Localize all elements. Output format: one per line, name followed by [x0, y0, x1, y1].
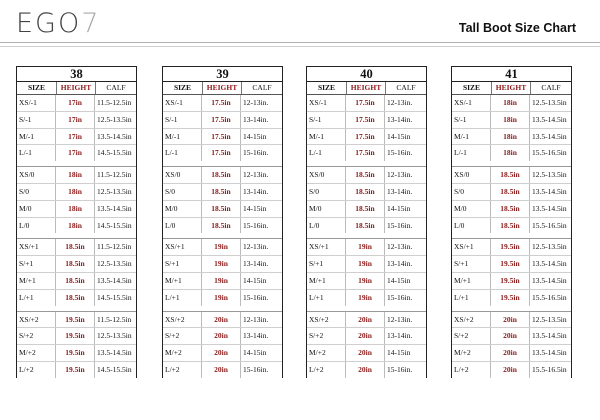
size-cell: M/+1	[307, 273, 346, 289]
calf-cell: 13.5-14.5in	[532, 203, 567, 213]
height-group	[452, 238, 571, 305]
calf-cell: 13.5-14.5in	[532, 275, 567, 285]
calf-cell: 12.5-13.5in	[97, 186, 132, 196]
calf-cell: 15-16in.	[243, 364, 269, 374]
height-cell: 17in	[56, 145, 95, 161]
table-row	[17, 290, 136, 306]
table-row	[307, 290, 426, 306]
size-cell: M/+1	[163, 273, 202, 289]
height-group	[17, 311, 136, 378]
size-cell: XS/+2	[17, 312, 56, 328]
column-header-size: SIZE	[307, 82, 347, 94]
size-cell: M/+2	[163, 345, 202, 361]
size-cell: L/+1	[163, 290, 202, 306]
height-group	[452, 311, 571, 378]
table-row	[307, 345, 426, 362]
calf-cell: 14-15in	[387, 203, 411, 213]
calf-cell: 14-15in	[243, 348, 267, 358]
height-cell: 19in	[202, 239, 241, 255]
table-row	[307, 362, 426, 378]
size-cell: L/0	[452, 218, 491, 234]
shoe-size-header: 40	[307, 67, 426, 82]
calf-cell: 14.5-15.5in	[97, 148, 132, 158]
calf-cell: 12-13in.	[243, 170, 269, 180]
table-row	[452, 273, 571, 290]
height-cell: 17.5in	[202, 145, 241, 161]
column-header-size: SIZE	[17, 82, 57, 94]
size-cell: S/+2	[163, 328, 202, 344]
height-cell: 19in	[346, 290, 385, 306]
size-cell: S/0	[17, 184, 56, 200]
size-cell: M/+1	[452, 273, 491, 289]
size-cell: S/+2	[17, 328, 56, 344]
calf-cell: 15-16in.	[387, 148, 413, 158]
table-row	[452, 218, 571, 234]
height-group	[163, 166, 282, 233]
size-cell: L/+2	[452, 362, 491, 378]
table-row	[307, 201, 426, 218]
calf-cell: 12.5-13.5in	[97, 259, 132, 269]
size-cell: L/+1	[452, 290, 491, 306]
calf-cell: 13-14in.	[387, 114, 413, 124]
calf-cell: 13.5-14.5in	[532, 114, 567, 124]
table-row	[17, 95, 136, 112]
table-row	[307, 184, 426, 201]
table-row	[17, 273, 136, 290]
table-row	[163, 290, 282, 306]
size-cell: S/0	[307, 184, 346, 200]
size-cell: M/0	[452, 201, 491, 217]
calf-cell: 13.5-14.5in	[532, 131, 567, 141]
size-cell: XS/+2	[163, 312, 202, 328]
table-row	[163, 218, 282, 234]
size-cell: S/0	[163, 184, 202, 200]
height-cell: 20in	[346, 362, 385, 378]
size-cell: L/0	[307, 218, 346, 234]
size-cell: L/-1	[17, 145, 56, 161]
calf-cell: 12.5-13.5in	[532, 170, 567, 180]
height-cell: 20in	[491, 328, 530, 344]
size-cell: XS/+2	[452, 312, 491, 328]
size-cell: M/0	[307, 201, 346, 217]
height-cell: 19.5in	[491, 239, 530, 255]
size-cell: M/-1	[163, 129, 202, 145]
table-row	[163, 145, 282, 161]
size-cell: L/0	[163, 218, 202, 234]
calf-cell: 14-15in	[387, 348, 411, 358]
size-cell: L/+1	[17, 290, 56, 306]
table-row	[452, 345, 571, 362]
calf-cell: 15-16in.	[387, 364, 413, 374]
table-row	[163, 129, 282, 146]
height-cell: 18.5in	[491, 167, 530, 183]
height-cell: 18in	[491, 129, 530, 145]
calf-cell: 13.5-14.5in	[97, 348, 132, 358]
size-cell: XS/+1	[452, 239, 491, 255]
table-row	[452, 362, 571, 378]
table-row	[163, 328, 282, 345]
table-row	[17, 312, 136, 329]
table-row	[17, 362, 136, 378]
calf-cell: 13.5-14.5in	[532, 259, 567, 269]
column-header-size: SIZE	[163, 82, 203, 94]
calf-cell: 13.5-14.5in	[97, 275, 132, 285]
brand-logo-text: EGO	[16, 8, 82, 39]
calf-cell: 12-13in.	[387, 98, 413, 107]
table-row	[163, 95, 282, 112]
size-cell: S/-1	[17, 112, 56, 128]
column-header-height: HEIGHT	[492, 82, 531, 94]
table-row	[452, 112, 571, 129]
calf-cell: 14.5-15.5in	[97, 220, 132, 230]
height-cell: 17in	[56, 112, 95, 128]
calf-cell: 13.5-14.5in	[97, 203, 132, 213]
height-cell: 18in	[56, 201, 95, 217]
height-cell: 19.5in	[491, 273, 530, 289]
height-cell: 19in	[202, 256, 241, 272]
table-row	[307, 328, 426, 345]
height-group	[17, 95, 136, 161]
size-cell: M/-1	[307, 129, 346, 145]
calf-cell: 13-14in.	[387, 331, 413, 341]
table-row	[17, 201, 136, 218]
height-group	[307, 238, 426, 305]
shoe-size-header: 39	[163, 67, 282, 82]
size-table-41	[451, 66, 572, 378]
height-cell: 20in	[202, 328, 241, 344]
height-group	[307, 311, 426, 378]
calf-cell: 12.5-13.5in	[532, 242, 567, 252]
calf-cell: 12-13in.	[387, 170, 413, 180]
size-cell: XS/+2	[307, 312, 346, 328]
height-cell: 17in	[56, 129, 95, 145]
column-headers	[452, 82, 571, 95]
table-row	[452, 184, 571, 201]
calf-cell: 15.5-16.5in	[532, 148, 567, 158]
height-cell: 19in	[346, 273, 385, 289]
calf-cell: 12-13in.	[387, 242, 413, 252]
size-cell: S/0	[452, 184, 491, 200]
height-cell: 18.5in	[202, 218, 241, 234]
calf-cell: 12.5-13.5in	[97, 114, 132, 124]
table-row	[307, 112, 426, 129]
height-cell: 18in	[491, 112, 530, 128]
size-cell: S/+2	[307, 328, 346, 344]
table-row	[307, 145, 426, 161]
calf-cell: 11.5-12.5in	[97, 98, 132, 107]
height-cell: 19.5in	[56, 312, 95, 328]
size-cell: L/+1	[307, 290, 346, 306]
table-row	[163, 239, 282, 256]
size-cell: L/+2	[17, 362, 56, 378]
size-cell: S/+1	[17, 256, 56, 272]
size-cell: L/-1	[452, 145, 491, 161]
table-row	[307, 218, 426, 234]
brand-logo-suffix: 7	[81, 8, 101, 39]
height-cell: 20in	[202, 345, 241, 361]
calf-cell: 13-14in.	[387, 259, 413, 269]
table-row	[452, 95, 571, 112]
table-row	[452, 290, 571, 306]
height-group	[17, 238, 136, 305]
size-cell: M/+2	[17, 345, 56, 361]
table-row	[307, 239, 426, 256]
table-row	[17, 145, 136, 161]
size-cell: S/-1	[163, 112, 202, 128]
height-cell: 19in	[346, 256, 385, 272]
calf-cell: 15.5-16.5in	[532, 220, 567, 230]
height-cell: 20in	[491, 345, 530, 361]
size-cell: M/-1	[452, 129, 491, 145]
table-row	[307, 95, 426, 112]
calf-cell: 12.5-13.5in	[532, 98, 567, 107]
height-cell: 17.5in	[202, 129, 241, 145]
column-header-calf: CALF	[252, 83, 272, 92]
calf-cell: 12-13in.	[243, 314, 269, 324]
table-row	[307, 167, 426, 184]
table-row	[307, 273, 426, 290]
height-group	[163, 238, 282, 305]
height-cell: 19.5in	[56, 345, 95, 361]
height-cell: 18.5in	[346, 184, 385, 200]
height-group	[17, 166, 136, 233]
calf-cell: 14-15in	[387, 275, 411, 285]
size-cell: XS/-1	[307, 95, 346, 111]
height-group	[163, 311, 282, 378]
size-cell: S/-1	[307, 112, 346, 128]
height-cell: 18.5in	[202, 184, 241, 200]
table-row	[17, 129, 136, 146]
size-cell: M/-1	[17, 129, 56, 145]
height-cell: 19.5in	[491, 256, 530, 272]
table-row	[307, 312, 426, 329]
height-cell: 18.5in	[491, 218, 530, 234]
column-headers	[307, 82, 426, 95]
calf-cell: 12-13in.	[243, 242, 269, 252]
size-table-40	[306, 66, 427, 378]
table-row	[452, 129, 571, 146]
table-row	[163, 345, 282, 362]
size-cell: S/+1	[452, 256, 491, 272]
height-cell: 19in	[346, 239, 385, 255]
size-cell: XS/-1	[452, 95, 491, 111]
height-cell: 18.5in	[491, 201, 530, 217]
calf-cell: 14-15in	[243, 131, 267, 141]
size-cell: L/-1	[307, 145, 346, 161]
height-cell: 17.5in	[346, 112, 385, 128]
height-cell: 18in	[491, 145, 530, 161]
height-cell: 20in	[346, 328, 385, 344]
calf-cell: 15-16in.	[243, 292, 269, 302]
column-headers	[17, 82, 136, 95]
height-cell: 18.5in	[56, 239, 95, 255]
table-row	[452, 312, 571, 329]
calf-cell: 13.5-14.5in	[97, 131, 132, 141]
calf-cell: 15-16in.	[243, 220, 269, 230]
height-cell: 20in	[491, 312, 530, 328]
calf-cell: 15.5-16.5in	[532, 292, 567, 302]
size-cell: XS/+1	[163, 239, 202, 255]
height-cell: 20in	[202, 312, 241, 328]
table-row	[452, 167, 571, 184]
size-cell: XS/-1	[17, 95, 56, 111]
size-cell: XS/0	[17, 167, 56, 183]
table-row	[17, 239, 136, 256]
column-header-calf: CALF	[396, 83, 416, 92]
calf-cell: 12-13in.	[243, 98, 269, 107]
height-cell: 20in	[491, 362, 530, 378]
calf-cell: 13-14in.	[243, 259, 269, 269]
size-cell: S/+1	[163, 256, 202, 272]
table-row	[307, 256, 426, 273]
size-cell: L/0	[17, 218, 56, 234]
height-cell: 18.5in	[346, 201, 385, 217]
calf-cell: 12.5-13.5in	[532, 314, 567, 324]
column-header-calf: CALF	[541, 83, 561, 92]
calf-cell: 11.5-12.5in	[97, 242, 132, 252]
column-header-height: HEIGHT	[57, 82, 96, 94]
height-cell: 19.5in	[56, 328, 95, 344]
table-row	[163, 112, 282, 129]
table-row	[452, 239, 571, 256]
height-group	[452, 95, 571, 161]
height-cell: 18.5in	[491, 184, 530, 200]
height-cell: 18.5in	[346, 167, 385, 183]
size-cell: XS/0	[452, 167, 491, 183]
height-cell: 20in	[346, 345, 385, 361]
calf-cell: 15-16in.	[387, 220, 413, 230]
size-cell: XS/0	[307, 167, 346, 183]
size-cell: XS/+1	[307, 239, 346, 255]
table-row	[17, 218, 136, 234]
calf-cell: 14-15in	[387, 131, 411, 141]
height-cell: 19in	[202, 290, 241, 306]
calf-cell: 13-14in.	[387, 186, 413, 196]
table-row	[452, 145, 571, 161]
table-row	[452, 256, 571, 273]
calf-cell: 15-16in.	[387, 292, 413, 302]
calf-cell: 11.5-12.5in	[97, 170, 132, 180]
height-cell: 18in	[56, 167, 95, 183]
size-cell: XS/0	[163, 167, 202, 183]
calf-cell: 13-14in.	[243, 186, 269, 196]
table-row	[163, 167, 282, 184]
calf-cell: 12.5-13.5in	[97, 331, 132, 341]
calf-cell: 14.5-15.5in	[97, 364, 132, 374]
table-row	[17, 328, 136, 345]
height-cell: 17.5in	[346, 95, 385, 111]
height-group	[307, 95, 426, 161]
height-cell: 18.5in	[56, 256, 95, 272]
height-cell: 18.5in	[202, 167, 241, 183]
calf-cell: 11.5-12.5in	[97, 314, 132, 324]
table-row	[163, 312, 282, 329]
height-cell: 17.5in	[346, 145, 385, 161]
table-row	[452, 201, 571, 218]
size-cell: L/+2	[307, 362, 346, 378]
calf-cell: 14.5-15.5in	[97, 292, 132, 302]
size-cell: S/+1	[307, 256, 346, 272]
calf-cell: 13-14in.	[243, 331, 269, 341]
calf-cell: 15-16in.	[243, 148, 269, 158]
height-cell: 19in	[202, 273, 241, 289]
height-cell: 17.5in	[346, 129, 385, 145]
height-cell: 18in	[56, 218, 95, 234]
table-row	[17, 345, 136, 362]
calf-cell: 13.5-14.5in	[532, 186, 567, 196]
height-cell: 20in	[346, 312, 385, 328]
column-header-height: HEIGHT	[203, 82, 242, 94]
height-group	[452, 166, 571, 233]
height-group	[163, 95, 282, 161]
shoe-size-header: 38	[17, 67, 136, 82]
height-cell: 17in	[56, 95, 95, 111]
calf-cell: 13.5-14.5in	[532, 348, 567, 358]
size-cell: L/-1	[163, 145, 202, 161]
size-cell: XS/+1	[17, 239, 56, 255]
calf-cell: 14-15in	[243, 203, 267, 213]
calf-cell: 12-13in.	[387, 314, 413, 324]
page-title: Tall Boot Size Chart	[458, 21, 576, 35]
column-header-size: SIZE	[452, 82, 492, 94]
calf-cell: 13.5-14.5in	[532, 331, 567, 341]
size-cell: M/+2	[307, 345, 346, 361]
table-row	[163, 201, 282, 218]
calf-cell: 13-14in.	[243, 114, 269, 124]
size-cell: L/+2	[163, 362, 202, 378]
size-cell: M/+2	[452, 345, 491, 361]
height-group	[307, 166, 426, 233]
table-row	[163, 362, 282, 378]
column-header-height: HEIGHT	[347, 82, 386, 94]
height-cell: 18.5in	[202, 201, 241, 217]
table-row	[163, 256, 282, 273]
table-row	[163, 273, 282, 290]
size-cell: XS/-1	[163, 95, 202, 111]
table-row	[307, 129, 426, 146]
column-header-calf: CALF	[106, 83, 126, 92]
height-cell: 18.5in	[56, 273, 95, 289]
height-cell: 18in	[56, 184, 95, 200]
height-cell: 17.5in	[202, 112, 241, 128]
height-cell: 20in	[202, 362, 241, 378]
height-cell: 18.5in	[346, 218, 385, 234]
column-headers	[163, 82, 282, 95]
table-row	[163, 184, 282, 201]
table-row	[452, 328, 571, 345]
height-cell: 17.5in	[202, 95, 241, 111]
table-row	[17, 112, 136, 129]
calf-cell: 15.5-16.5in	[532, 364, 567, 374]
size-cell: M/+1	[17, 273, 56, 289]
size-table-38	[16, 66, 137, 378]
size-cell: S/+2	[452, 328, 491, 344]
height-cell: 18.5in	[56, 290, 95, 306]
size-cell: M/0	[17, 201, 56, 217]
size-cell: S/-1	[452, 112, 491, 128]
size-cell: M/0	[163, 201, 202, 217]
table-row	[17, 256, 136, 273]
shoe-size-header: 41	[452, 67, 571, 82]
size-table-39	[162, 66, 283, 378]
table-row	[17, 184, 136, 201]
height-cell: 18in	[491, 95, 530, 111]
height-cell: 19.5in	[56, 362, 95, 378]
table-row	[17, 167, 136, 184]
calf-cell: 14-15in	[243, 275, 267, 285]
height-cell: 19.5in	[491, 290, 530, 306]
